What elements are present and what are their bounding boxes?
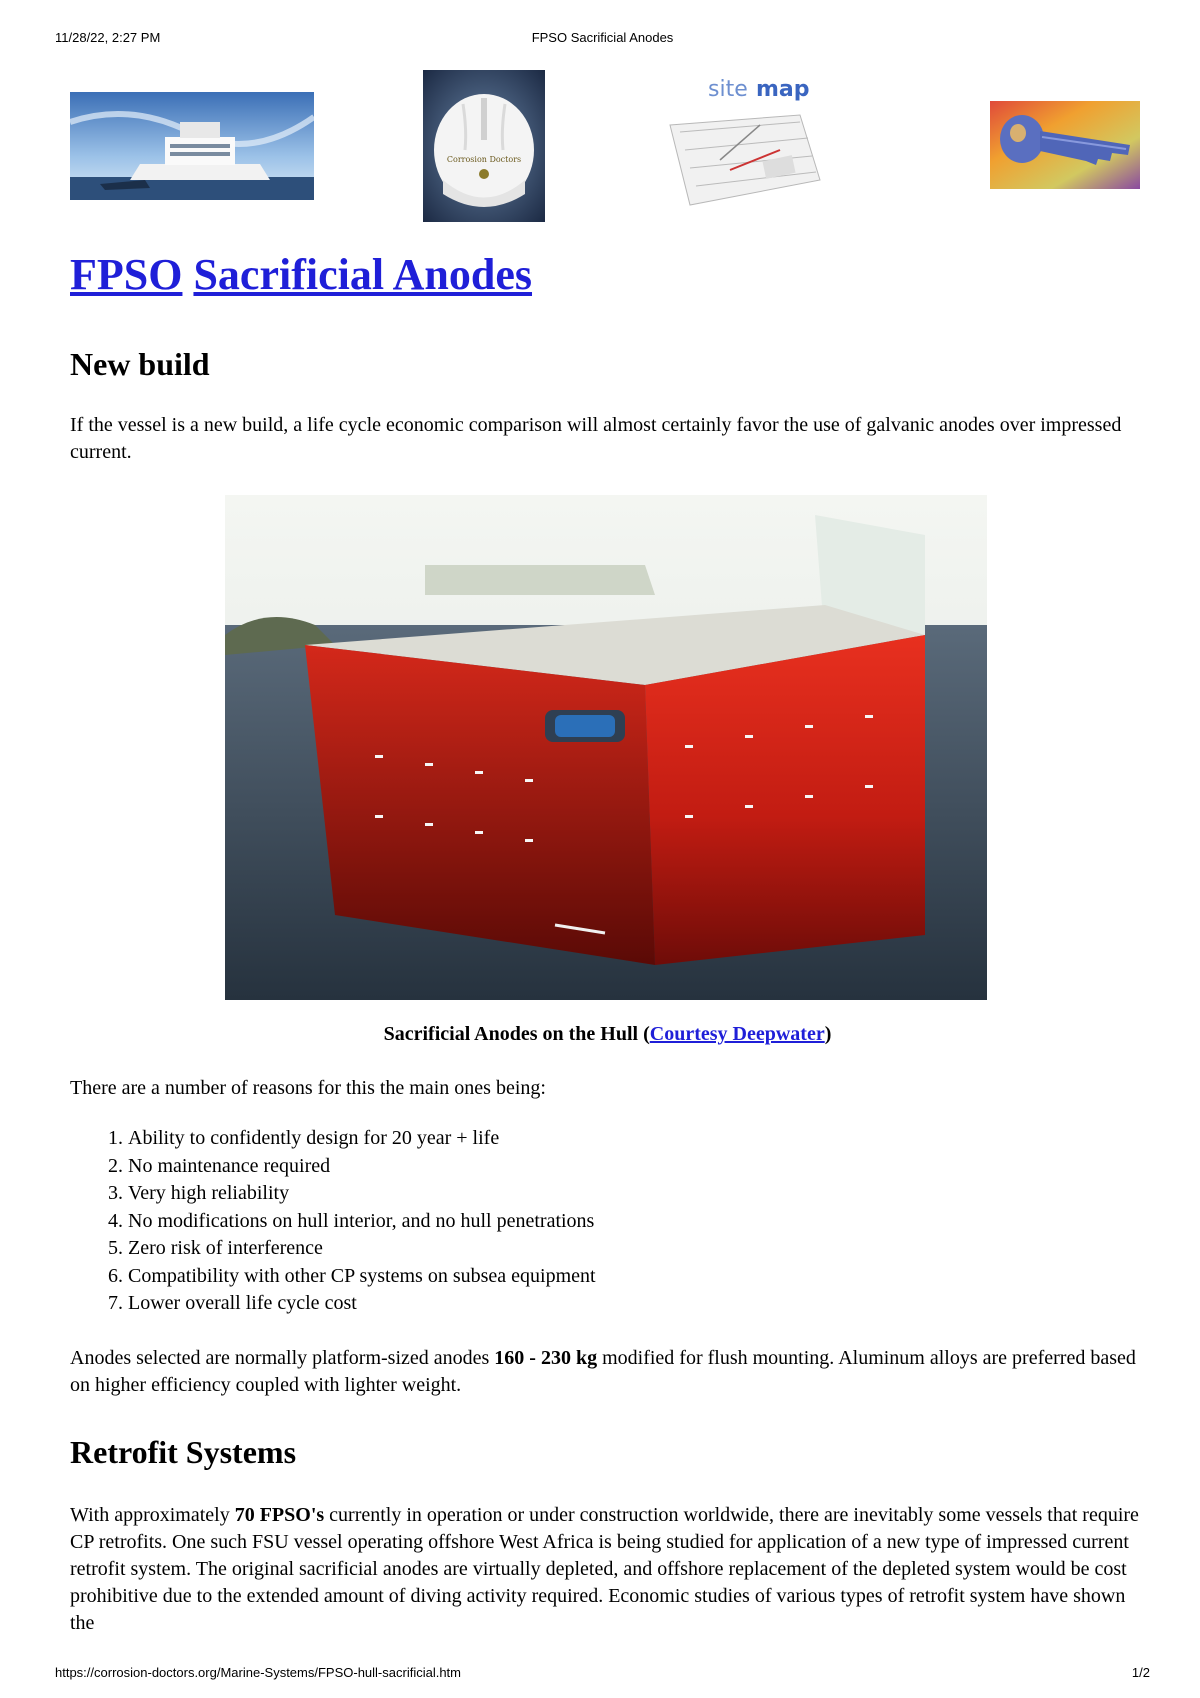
list-item: 2. No maintenance required (128, 1153, 596, 1181)
list-item: 6. Compatibility with other CP systems on subsea equipment (128, 1263, 596, 1291)
retrofit-text-1: With approximately (70, 1504, 235, 1526)
caption-text: Sacrificial Anodes on the Hull ( (383, 1023, 650, 1045)
retrofit-fpso-count: 70 FPSO's (234, 1504, 325, 1526)
hull-photo (225, 495, 987, 1000)
print-footer (55, 1665, 1150, 1683)
hard-hat-icon (423, 70, 545, 222)
svg-text:site: site (708, 77, 748, 102)
list-item: 1. Ability to confidently design for 20 year + life (128, 1125, 596, 1153)
nav-helmet-image-link[interactable] (423, 70, 545, 222)
site-map-icon (660, 70, 830, 220)
list-item: 3. Very high reliability (128, 1180, 596, 1208)
print-url: https://corrosion-doctors.org/Marine-Systems/FPSO-hull-sacrificial.htm (55, 1665, 462, 1680)
page-title (70, 250, 1145, 301)
title-link-fpso[interactable]: FPSO (70, 250, 183, 299)
ship-photo-icon (70, 92, 314, 200)
nav-sitemap-image-link[interactable] (660, 70, 830, 220)
title-link-sacrificial-anodes[interactable]: Sacrificial Anodes (193, 250, 533, 299)
paragraph-reasons-intro: There are a number of reasons for this the main ones being: (70, 1077, 546, 1099)
print-doc-title: FPSO Sacrificial Anodes (531, 30, 674, 45)
caption-courtesy-link[interactable]: Courtesy Deepwater (649, 1023, 825, 1045)
anodes-text-2: modified for flush mounting. Aluminum alloys are preferred based on higher efficiency coupled with lighter weight. (70, 1347, 1136, 1396)
svg-text:map: map (756, 77, 810, 102)
key-icon (990, 101, 1140, 189)
heading-retrofit-systems: Retrofit Systems (70, 1434, 297, 1470)
paragraph-anodes-selected (70, 1345, 1145, 1399)
paragraph-new-build-intro: If the vessel is a new build, a life cycle economic comparison will almost certainly favor the use of galvanic anodes over impressed current. (70, 414, 1122, 463)
anodes-text-1: Anodes selected are normally platform-sized anodes (70, 1347, 495, 1369)
list-item: 7. Lower overall life cycle cost (128, 1290, 596, 1318)
nav-ship-image-link[interactable] (70, 92, 314, 200)
paragraph-retrofit (70, 1502, 1150, 1637)
caption-close: ) (824, 1023, 832, 1045)
reasons-list (70, 1125, 596, 1318)
anodes-weight: 160 - 230 kg (494, 1347, 598, 1369)
retrofit-text-2: currently in operation or under construction worldwide, there are inevitably some vessels that require CP retrofits. One such FSU vessel operating offshore West Africa is being studied for application of a new type of impressed current retrofit system. The original sacrificial anodes are virtually depleted, and offshore replacement of the depleted system would be cost prohibitive due to the extended amount of diving activity required. Economic studies of various types of retrofit system have shown the (70, 1504, 1139, 1634)
list-item: 5. Zero risk of interference (128, 1235, 596, 1263)
print-datetime: 11/28/22, 2:27 PM (55, 30, 161, 45)
fpso-hull-image (225, 495, 987, 1000)
nav-image-row (0, 70, 1200, 230)
print-header (55, 30, 1150, 48)
image-caption (70, 1023, 1145, 1046)
svg-text:Corrosion Doctors: Corrosion Doctors (446, 155, 522, 164)
main-content (70, 250, 1145, 1634)
nav-key-image-link[interactable] (990, 101, 1140, 189)
print-page-number: 1/2 (1131, 1665, 1150, 1680)
heading-new-build: New build (70, 346, 210, 382)
list-item: 4. No modifications on hull interior, and no hull penetrations (128, 1208, 596, 1236)
